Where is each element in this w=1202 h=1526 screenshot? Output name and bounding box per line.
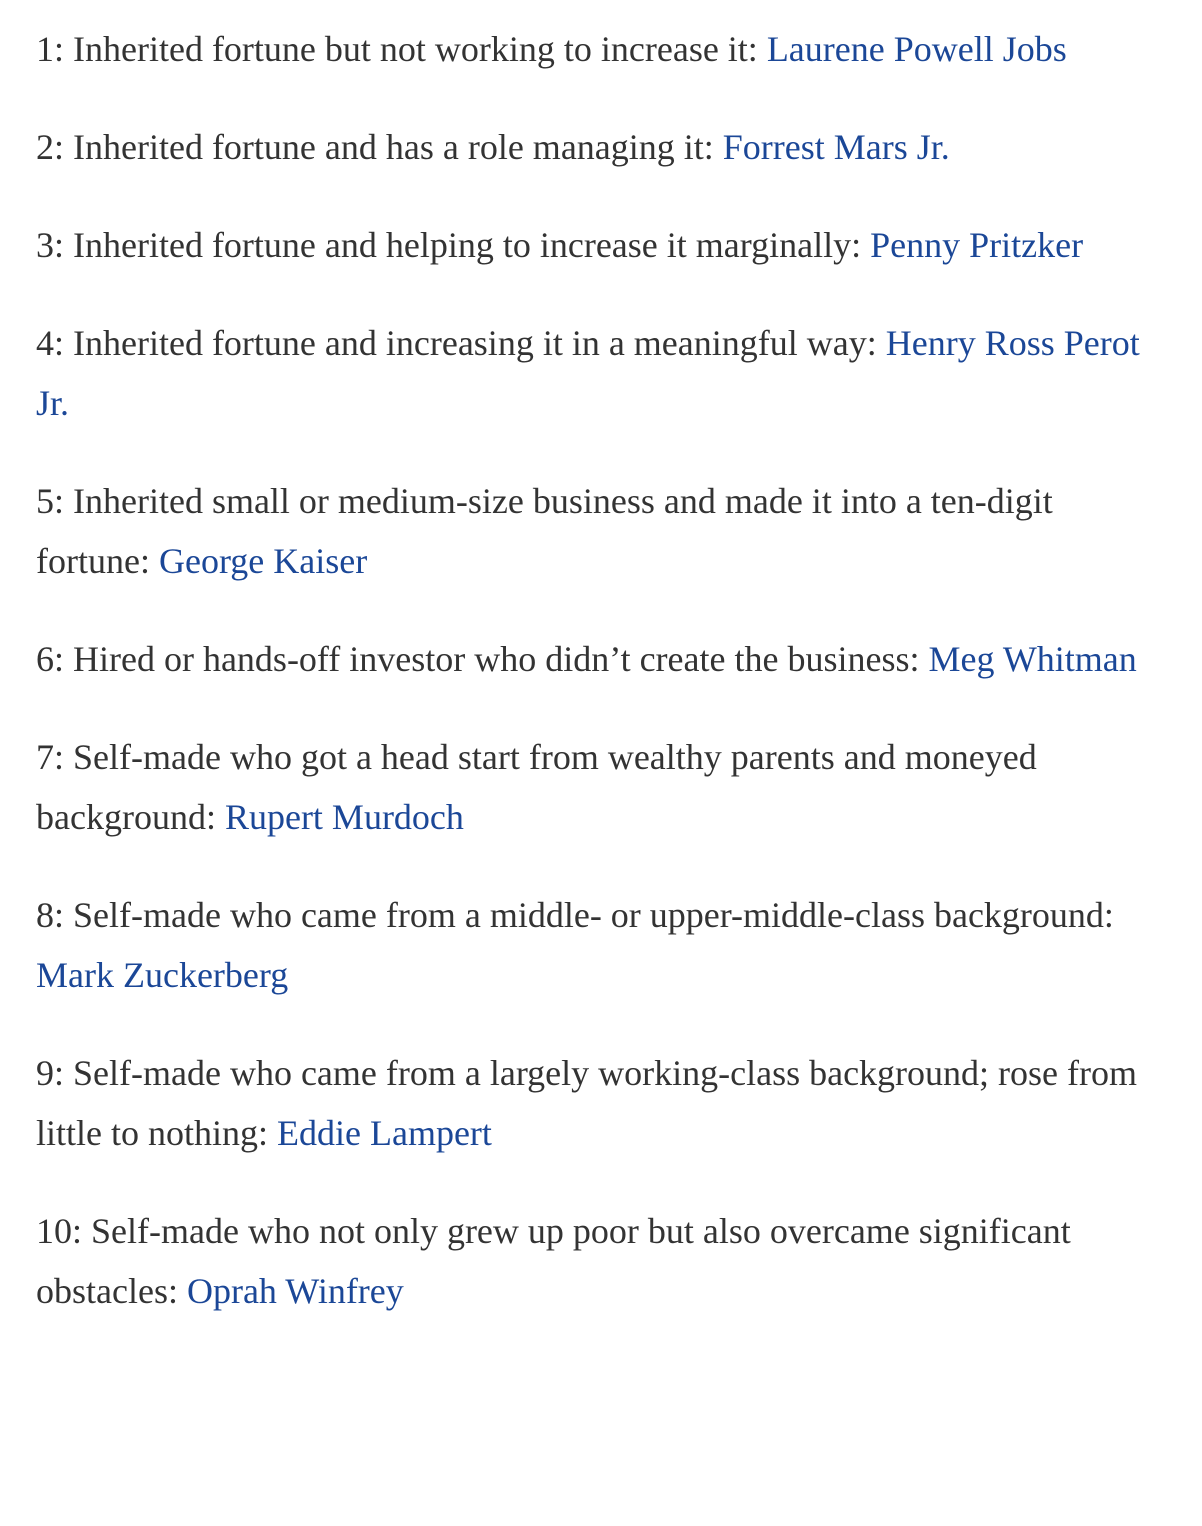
list-item — [36, 1043, 1166, 1163]
person-link-forrest-mars-jr[interactable]: Forrest Mars Jr. — [722, 127, 950, 167]
list-item — [36, 1201, 1166, 1321]
person-link-eddie-lampert[interactable]: Eddie Lampert — [277, 1113, 492, 1153]
person-link-rupert-murdoch[interactable]: Rupert Murdoch — [224, 797, 464, 837]
item-description: 10: Self-made who not only grew up poor but also overcame significant obstacles: — [36, 1211, 1071, 1311]
item-description: 5: Inherited small or medium-size business and made it into a ten-digit fortune: — [36, 481, 1053, 581]
person-link-penny-pritzker[interactable]: Penny Pritzker — [870, 225, 1084, 265]
item-description: 4: Inherited fortune and increasing it in a meaningful way: — [36, 323, 886, 363]
person-link-meg-whitman[interactable]: Meg Whitman — [928, 639, 1137, 679]
person-link-george-kaiser[interactable]: George Kaiser — [158, 541, 368, 581]
item-description: 2: Inherited fortune and has a role managing it: — [36, 127, 723, 167]
list-item — [36, 885, 1166, 1005]
person-link-laurene-powell-jobs[interactable]: Laurene Powell Jobs — [766, 29, 1067, 69]
item-description: 9: Self-made who came from a largely working-class background; rose from little to nothing: — [36, 1053, 1137, 1153]
list-item — [36, 215, 1166, 275]
list-item — [36, 471, 1166, 591]
item-description: 3: Inherited fortune and helping to increase it marginally: — [36, 225, 871, 265]
list-item — [36, 727, 1166, 847]
list-item — [36, 313, 1166, 433]
list-item — [36, 629, 1166, 689]
person-link-henry-ross-perot-jr[interactable]: Henry Ross Perot Jr. — [36, 323, 1140, 423]
item-description: 1: Inherited fortune but not working to increase it: — [36, 29, 767, 69]
item-description: 6: Hired or hands-off investor who didn’t create the business: — [36, 639, 929, 679]
person-link-mark-zuckerberg[interactable]: Mark Zuckerberg — [36, 955, 289, 995]
person-link-oprah-winfrey[interactable]: Oprah Winfrey — [186, 1271, 404, 1311]
list-item — [36, 117, 1166, 177]
list-item — [36, 19, 1166, 79]
item-description: 7: Self-made who got a head start from wealthy parents and moneyed background: — [36, 737, 1037, 837]
item-description: 8: Self-made who came from a middle- or upper-middle-class background: — [36, 895, 1114, 935]
